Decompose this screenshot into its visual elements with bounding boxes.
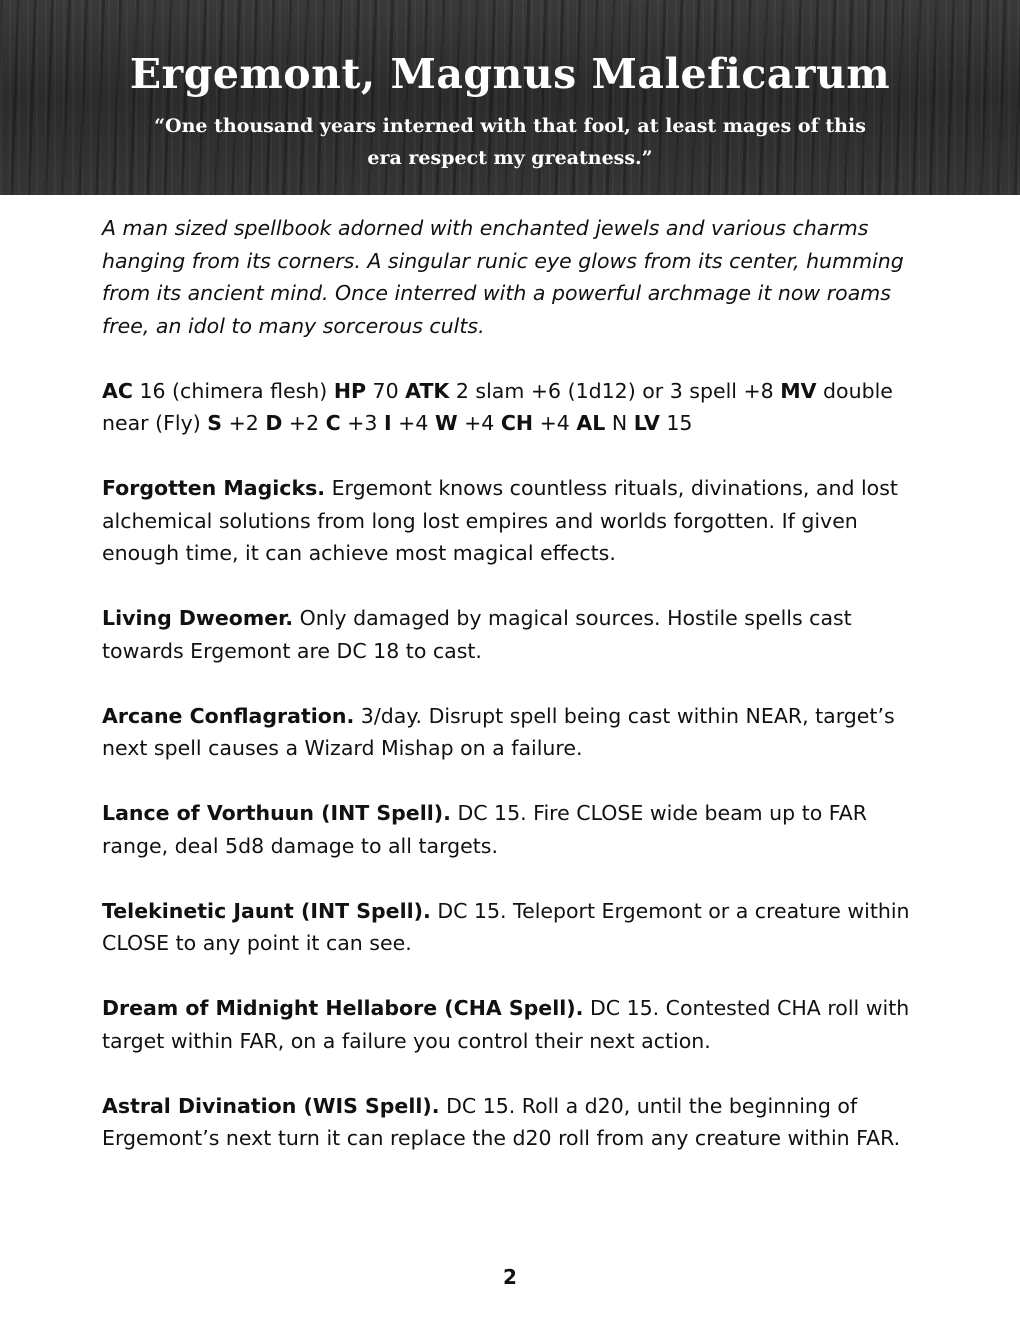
stat-value-ac: 16 (chimera flesh) (139, 378, 328, 403)
stat-label-i: I (384, 411, 392, 435)
stat-value-i: +4 (398, 411, 429, 435)
ability-name: Lance of Vorthuun (INT Spell). (102, 801, 451, 825)
ability-text: DC 15. Contested CHA roll with target within FAR, on a failure you control their next action. (102, 996, 910, 1053)
ability-arcane-conflagration (102, 700, 914, 765)
page-number: 2 (503, 1265, 517, 1289)
ability-name: Living Dweomer. (102, 606, 294, 630)
stats-line (102, 375, 914, 440)
stat-value-hp: 70 (372, 378, 399, 403)
stat-label-mv: MV (780, 378, 817, 403)
header-banner (0, 0, 1020, 195)
stat-label-d: D (265, 411, 283, 435)
ability-text: 3/day. Disrupt spell being cast within NEAR, target’s next spell causes a Wizard Mishap on a failure. (102, 703, 895, 760)
ability-lance-of-vorthuun (102, 797, 914, 862)
ability-name: Arcane Conflagration. (102, 703, 355, 728)
stat-value-atk: 2 slam +6 (1d12) or 3 spell +8 (455, 378, 774, 403)
ability-text: Ergemont knows countless rituals, divinations, and lost alchemical solutions from long lost empires and worlds forgotten. If given enough time, it can achieve most magical effects. (102, 476, 898, 565)
ability-name: Forgotten Magicks. (102, 476, 326, 500)
ability-name: Telekinetic Jaunt (INT Spell). (102, 898, 431, 923)
flavor-quote: “One thousand years interned with that fool, at least mages of this era respect my greatness.” (154, 115, 866, 169)
ability-text: DC 15. Fire CLOSE wide beam up to FAR range, deal 5d8 damage to all targets. (102, 801, 867, 858)
stat-label-w: W (434, 411, 458, 435)
ability-name: Astral Divination (WIS Spell). (102, 1093, 440, 1118)
stat-block (102, 212, 914, 1187)
stat-label-s: S (207, 411, 223, 435)
stat-value-c: +3 (347, 411, 378, 435)
stat-value-al: N (611, 411, 628, 435)
ability-forgotten-magicks (102, 472, 914, 570)
ability-text: DC 15. Roll a d20, until the beginning of Ergemont’s next turn it can replace the d20 roll from any creature within FAR. (102, 1093, 901, 1150)
stat-value-ch: +4 (539, 411, 570, 435)
stat-value-mv: double near (Fly) (102, 378, 893, 435)
stat-label-lv: LV (633, 411, 660, 435)
ability-dream-of-midnight-hellabore (102, 992, 914, 1057)
creature-description: A man sized spellbook adorned with enchanted jewels and various charms hanging from its corners. A singular runic eye glows from its center, humming from its ancient mind. Once interred with a powerful archmage it now roams free, an idol to many sorcerous cults. (102, 216, 904, 338)
ability-text: Only damaged by magical sources. Hostile spells cast towards Ergemont are DC 18 to cast. (102, 606, 852, 663)
stat-label-hp: HP (333, 378, 367, 403)
ability-living-dweomer (102, 602, 914, 667)
stat-value-s: +2 (228, 411, 259, 435)
page-title: Ergemont, Magnus Maleficarum (129, 50, 891, 98)
stat-value-d: +2 (288, 411, 320, 435)
stat-label-al: AL (576, 411, 606, 435)
stat-label-ac: AC (102, 378, 133, 403)
ability-telekinetic-jaunt (102, 895, 914, 960)
ability-text: DC 15. Teleport Ergemont or a creature within CLOSE to any point it can see. (102, 898, 910, 955)
ability-name: Dream of Midnight Hellabore (CHA Spell). (102, 996, 584, 1020)
ability-astral-divination (102, 1090, 914, 1155)
stat-label-ch: CH (500, 411, 534, 435)
stat-label-atk: ATK (405, 378, 450, 403)
stat-value-w: +4 (464, 411, 495, 435)
stat-value-lv: 15 (666, 411, 693, 435)
stat-label-c: C (325, 411, 341, 435)
